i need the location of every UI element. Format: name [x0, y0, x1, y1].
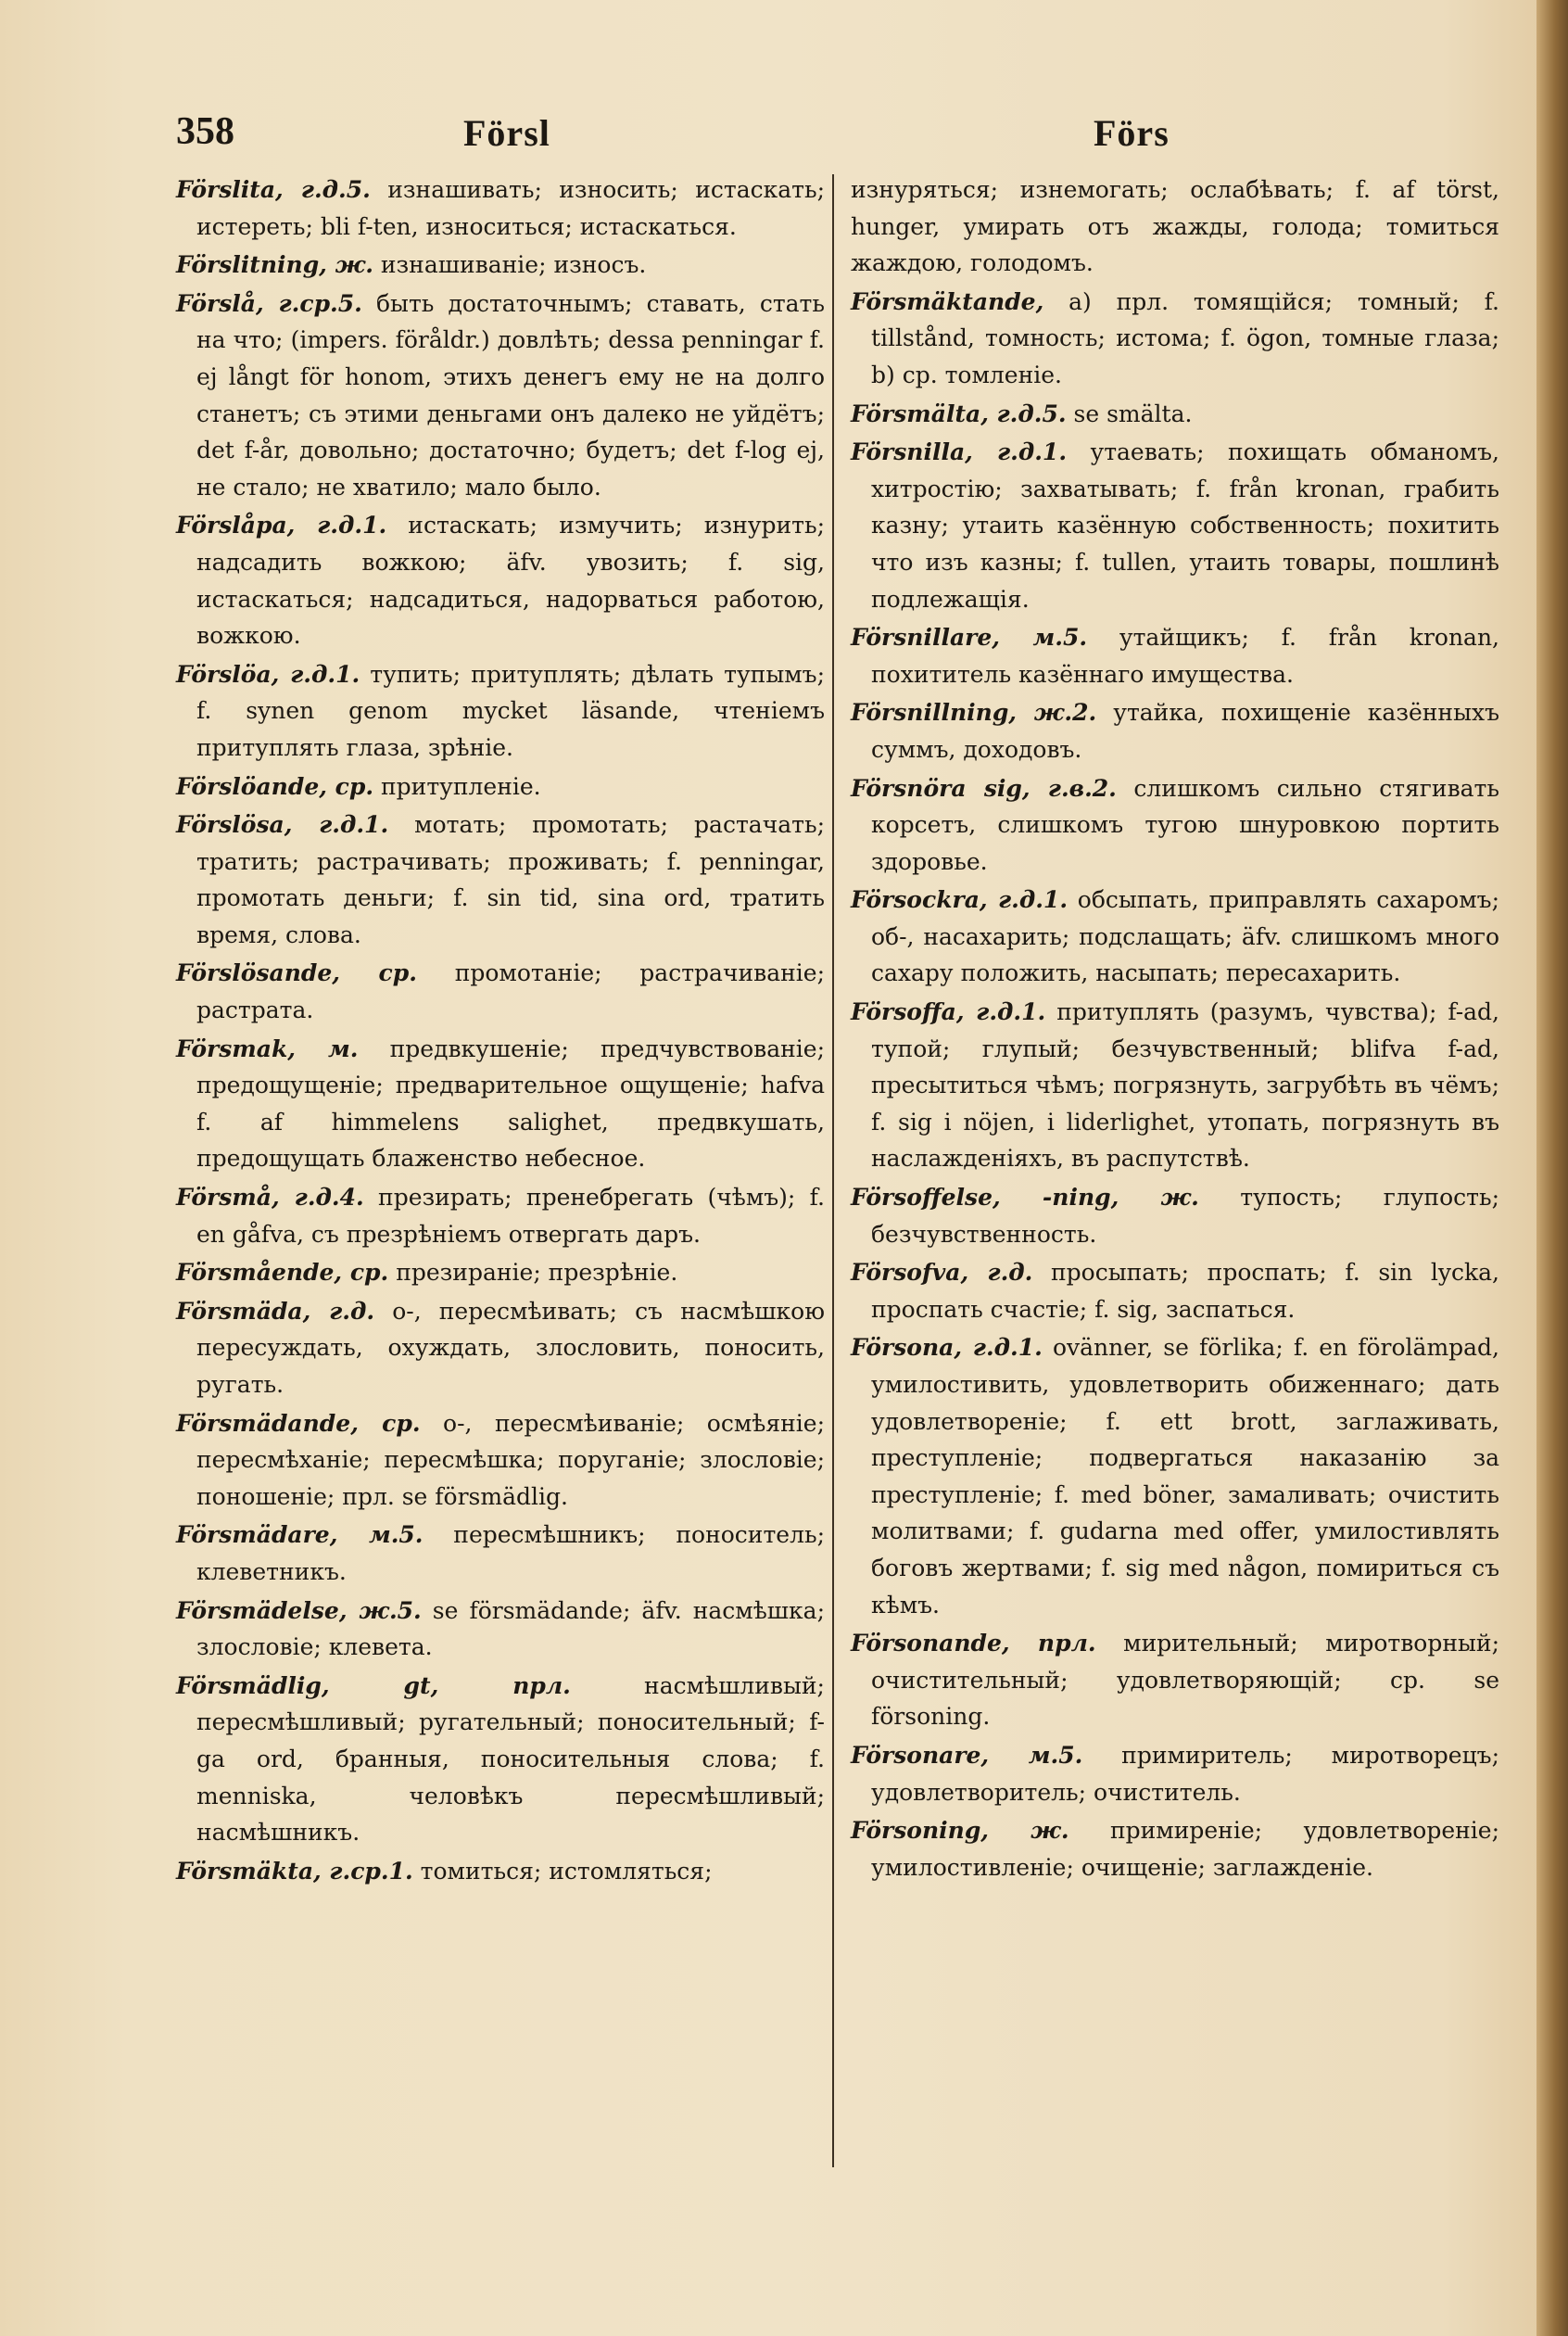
right-column: [851, 171, 1499, 1887]
entry-definition: примиритель; миротворецъ; удовлетворитель; очиститель.: [871, 1741, 1499, 1806]
entry-definition: тупость; глупость; безчувственность.: [871, 1184, 1499, 1248]
entry-definition: примиреніе; удовлетвореніе; умилостивленіе; очищеніе; заглажденіе.: [871, 1817, 1499, 1881]
entry-definition: истаскать; измучить; изнурить; надсадить вожкою; äfv. увозить; f. sig, истаскаться; надсадиться, надорваться работою, вожкою.: [196, 512, 826, 650]
entry-headword: Försmäda, г.д.: [176, 1297, 375, 1325]
entry-headword: Försnöra sig, г.в.2.: [851, 774, 1117, 802]
entry-headword: Försmälta, г.д.5.: [851, 400, 1067, 427]
entry-headword: Förslita, г.д.5.: [176, 176, 371, 203]
entry-headword: Försonare, м.5.: [851, 1741, 1083, 1769]
entry-headword: Försockra, г.д.1.: [851, 886, 1069, 914]
entry-headword: Försmäkta, г.ср.1.: [176, 1857, 413, 1885]
dictionary-entry: [851, 396, 1499, 433]
entry-definition: se smälta.: [1066, 400, 1193, 427]
entry-headword: Försona, г.д.1.: [851, 1334, 1043, 1362]
dictionary-entry: [851, 694, 1499, 768]
dictionary-entry: [176, 1668, 825, 1851]
entry-headword: Försoffa, г.д.1.: [851, 998, 1046, 1026]
dictionary-entry: [851, 1329, 1499, 1623]
dictionary-entry: [176, 171, 825, 245]
entry-definition: обсыпать, приправлять сахаромъ; об-, насахарить; подслащать; äfv. слишкомъ много сахару положить, насыпать; пересахарить.: [871, 886, 1500, 987]
entry-definition: se försmädande; äfv. насмѣшка; злословіе; клевета.: [196, 1596, 825, 1661]
entry-definition: притуплять (разумъ, чувства); f-ad, тупой; глупый; безчувственный; blifva f-ad, пресытиться чѣмъ; погрязнуть, загрубѣть въ чёмъ; f. sig i nöjen, i liderlighet, утопать, погрязнуть въ наслажденіяхъ, въ распутствѣ.: [871, 998, 1499, 1173]
page-edge: [1536, 0, 1568, 2336]
entry-headword: Förslå, г.ср.5.: [176, 289, 362, 317]
entry-definition: предвкушеніе; предчувствованіе; предощущеніе; предварительное ощущеніе; hafva f. af himmelens salighet, предвкушать, предощущать блаженство небесное.: [196, 1035, 825, 1173]
dictionary-entry: [851, 994, 1499, 1177]
entry-headword: Försmädande, ср.: [176, 1409, 421, 1437]
dictionary-entry: [176, 955, 825, 1028]
entry-headword: Försofva, г.д.: [851, 1259, 1033, 1287]
dictionary-entry: [176, 1179, 825, 1252]
dictionary-entry: [176, 507, 825, 654]
entry-definition: промотаніе; растрачиваніе; растрата.: [196, 959, 826, 1024]
entry-definition: изнашиваніе; износъ.: [373, 251, 647, 279]
entry-headword: Försonande, прл.: [851, 1630, 1096, 1657]
entry-headword: Försnillning, ж.2.: [851, 699, 1097, 727]
dictionary-entry: [851, 1254, 1499, 1327]
entry-headword: Förslösande, ср.: [176, 959, 417, 987]
entry-headword: Försmående, ср.: [176, 1259, 389, 1287]
entry-definition: мотать; промотать; растачать; тратить; растрачивать; проживать; f. penningar, промотать деньги; f. sin tid, sina ord, тратить время, слова.: [196, 811, 825, 948]
page-number: 358: [176, 110, 234, 153]
entry-definition: мирительный; миротворный; очистительный; удовлетворяющій; ср. se försoning.: [871, 1630, 1500, 1731]
entry-definition: притупленіе.: [373, 772, 541, 800]
dictionary-entry: [176, 1031, 825, 1177]
left-guide-word: Försl: [463, 112, 550, 154]
dictionary-entry: [851, 770, 1499, 881]
entry-headword: Förslösa, г.д.1.: [176, 811, 389, 839]
right-guide-word: Förs: [1094, 112, 1170, 154]
entry-headword: Försoffelse, -ning, ж.: [851, 1184, 1199, 1212]
left-column: [176, 171, 825, 1891]
dictionary-entry: [851, 171, 1499, 282]
entry-definition: утайка, похищеніе казённыхъ суммъ, доходовъ.: [871, 699, 1499, 763]
entry-headword: Förslitning, ж.: [176, 251, 373, 279]
column-divider: [832, 174, 834, 2167]
entry-definition: о-, пересмѣиваніе; осмѣяніе; пересмѣханіе; пересмѣшка; поруганіе; злословіе; поношеніе; прл. se försmädlig.: [196, 1409, 825, 1510]
dictionary-entry: [176, 768, 825, 806]
entry-definition: утаевать; похищать обманомъ, хитростію; захватывать; f. från kronan, грабить казну; утаить казённую собственность; похитить что изъ казны; f. tullen, утаить товары, пошлинѣ подлежащія.: [871, 438, 1499, 613]
entry-definition: насмѣшливый; пересмѣшливый; ругательный; поносительный; f-ga ord, бранныя, поносительныя слова; f. menniska, человѣкъ пересмѣшливый; насмѣшникъ.: [196, 1671, 825, 1847]
entry-definition: изнуряться; изнемогать; ослабѣвать; f. af törst, hunger, умирать отъ жажды, голода; томиться жаждою, голодомъ.: [851, 176, 1499, 277]
entry-definition: презирать; пренебрегать (чѣмъ); f. en gåfva, съ презрѣніемъ отвергать даръ.: [196, 1184, 825, 1248]
dictionary-entry: [851, 882, 1499, 992]
entry-headword: Försnilla, г.д.1.: [851, 438, 1068, 466]
entry-headword: Försmäktande,: [851, 287, 1044, 315]
entry-definition: томиться; истомляться;: [412, 1857, 713, 1885]
dictionary-entry: [176, 656, 825, 767]
dictionary-entry: [176, 1853, 825, 1890]
dictionary-entry: [176, 1293, 825, 1403]
entry-headword: Försmädelse, ж.5.: [176, 1596, 422, 1624]
entry-headword: Försoning, ж.: [851, 1817, 1069, 1845]
dictionary-entry: [176, 1517, 825, 1590]
entry-definition: слишкомъ сильно стягивать корсетъ, слишкомъ тугою шнуровкою портить здоровье.: [871, 774, 1499, 875]
entry-headword: Försnillare, м.5.: [851, 624, 1088, 652]
dictionary-entry: [851, 1179, 1499, 1252]
entry-definition: о-, пересмѣивать; съ насмѣшкою пересуждать, охуждать, злословить, поносить, ругать.: [196, 1297, 825, 1398]
dictionary-entry: [176, 247, 825, 284]
dictionary-entry: [176, 1593, 825, 1666]
entry-headword: Försmå, г.д.4.: [176, 1184, 364, 1212]
entry-definition: презираніе; презрѣніе.: [388, 1259, 678, 1287]
entry-headword: Förslöande, ср.: [176, 772, 374, 800]
entry-definition: утайщикъ; f. från kronan, похититель казённаго имущества.: [871, 624, 1499, 688]
dictionary-entry: [851, 619, 1499, 692]
entry-definition: изнашивать; износить; истаскать; истереть; bli f-ten, износиться; истаскаться.: [196, 176, 825, 240]
entry-definition: ovänner, se förlika; f. en förolämpad, умилостивить, удовлетворить обиженнаго; дать удовлетвореніе; f. ett brott, заглаживать, преступленіе; подвергаться наказанію за преступленіе; f. med böner, замаливать; очистить молитвами; f. gudarna med offer, умилостивлять боговъ жертвами; f. sig med någon, помириться съ кѣмъ.: [871, 1334, 1500, 1619]
entry-headword: Försmak, м.: [176, 1035, 359, 1062]
entry-headword: Försmädlig, gt, прл.: [176, 1671, 571, 1699]
entry-definition: a) прл. томящійся; томный; f. tillstånd, томность; истома; f. ögon, томные глаза; b) ср. томленіе.: [871, 287, 1499, 388]
entry-headword: Förslåpa, г.д.1.: [176, 512, 387, 540]
dictionary-entry: [851, 284, 1499, 394]
entry-definition: просыпать; проспать; f. sin lycka, проспать счастіе; f. sig, заспаться.: [871, 1259, 1499, 1323]
entry-headword: Förslöa, г.д.1.: [176, 660, 360, 688]
entry-definition: тупить; притуплять; дѣлать тупымъ; f. synen genom mycket läsande, чтеніемъ притуплять глаза, зрѣніе.: [196, 660, 825, 761]
entry-definition: пересмѣшникъ; поноситель; клеветникъ.: [196, 1521, 825, 1585]
dictionary-entry: [176, 286, 825, 506]
page-header: [0, 109, 1568, 165]
dictionary-entry: [851, 1737, 1499, 1810]
dictionary-entry: [176, 1254, 825, 1291]
entry-headword: Försmädare, м.5.: [176, 1521, 424, 1549]
dictionary-entry: [851, 1812, 1499, 1885]
dictionary-entry: [851, 1625, 1499, 1735]
dictionary-entry: [176, 1405, 825, 1516]
dictionary-entry: [176, 806, 825, 953]
entry-definition: быть достаточнымъ; ставать, стать на что; (impers. föråldr.) довлѣть; dessa penningar f. ej långt för honom, этихъ денегъ ему не на долго станетъ; съ этими деньгами онъ далеко не уйдётъ; det f-år, довольно; достаточно; будетъ; det f-log ej, не стало; не хватило; мало было.: [196, 289, 825, 501]
dictionary-entry: [851, 434, 1499, 617]
